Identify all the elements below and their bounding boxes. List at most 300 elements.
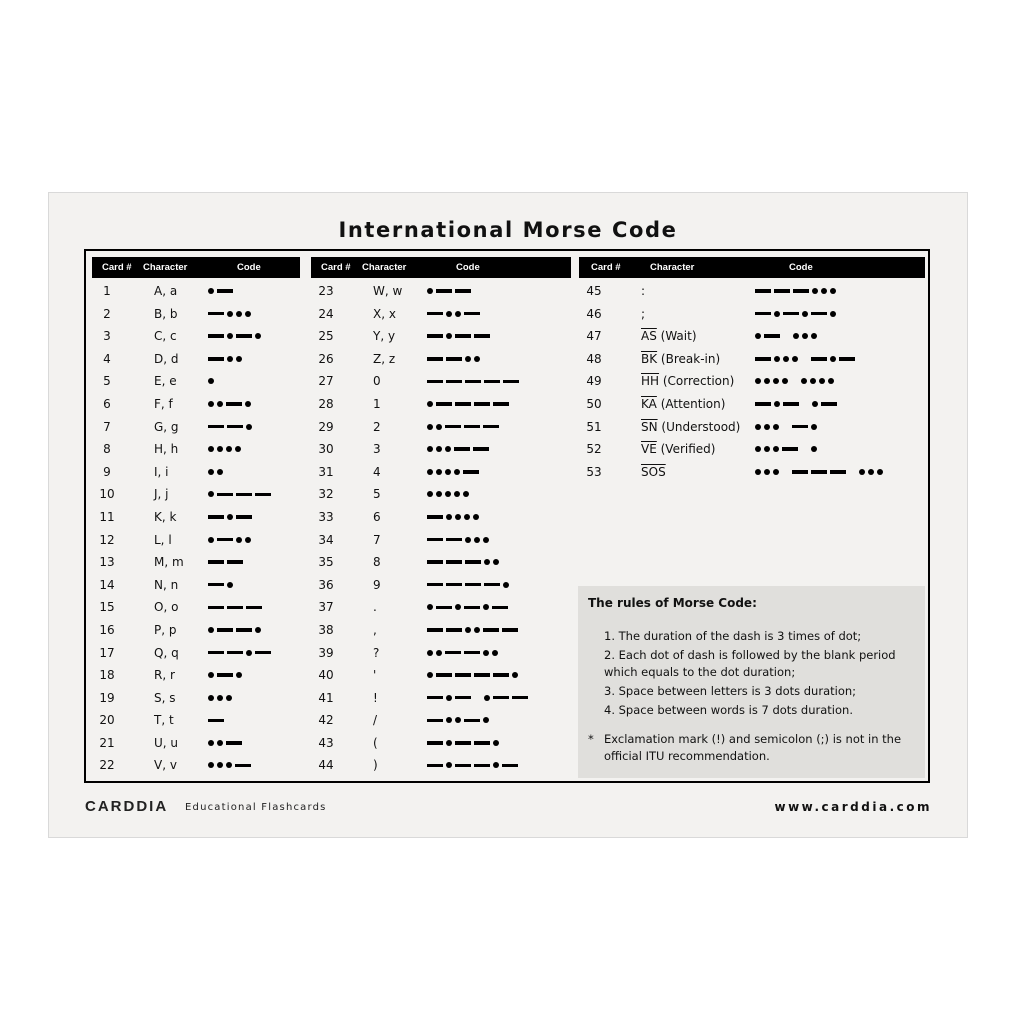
dot-mark bbox=[774, 311, 780, 317]
dot-mark bbox=[217, 762, 223, 768]
morse-code bbox=[208, 556, 246, 568]
dot-mark bbox=[810, 378, 816, 384]
table-row bbox=[311, 574, 571, 597]
dot-mark bbox=[436, 446, 442, 452]
dot-mark bbox=[484, 559, 490, 565]
character-label: P, p bbox=[154, 622, 177, 637]
morse-code bbox=[427, 466, 482, 478]
dot-mark bbox=[246, 424, 252, 430]
dot-mark bbox=[764, 424, 770, 430]
dash-mark bbox=[427, 719, 443, 723]
morse-code bbox=[208, 353, 245, 365]
dot-mark bbox=[773, 378, 779, 384]
character-label bbox=[641, 397, 725, 411]
character-label: L, l bbox=[154, 532, 172, 547]
morse-code bbox=[755, 466, 886, 478]
card-number: 15 bbox=[99, 600, 115, 615]
header-code: Code bbox=[237, 262, 261, 273]
morse-code bbox=[427, 759, 521, 771]
dash-mark bbox=[217, 493, 233, 497]
table-row bbox=[92, 348, 300, 371]
character-label: K, k bbox=[154, 509, 177, 524]
dot-mark bbox=[774, 401, 780, 407]
prosign-meaning: (Verified) bbox=[656, 442, 716, 457]
dash-mark bbox=[226, 402, 242, 406]
dash-mark bbox=[465, 583, 481, 587]
card-number: 36 bbox=[318, 577, 334, 592]
dash-mark bbox=[512, 696, 528, 700]
dot-mark bbox=[463, 491, 469, 497]
header-character: Character bbox=[143, 262, 188, 273]
dot-mark bbox=[783, 356, 789, 362]
morse-code bbox=[208, 647, 274, 659]
dot-mark bbox=[427, 650, 433, 656]
card-number: 48 bbox=[586, 351, 602, 366]
dot-mark bbox=[236, 537, 242, 543]
dot-mark bbox=[492, 650, 498, 656]
morse-code bbox=[427, 624, 521, 636]
dash-mark bbox=[255, 493, 271, 497]
table-row bbox=[311, 461, 571, 484]
rules-list bbox=[588, 628, 915, 719]
dot-mark bbox=[427, 491, 433, 497]
dot-mark bbox=[227, 514, 233, 520]
table-row bbox=[311, 619, 571, 642]
dash-mark bbox=[755, 357, 771, 361]
header-card: Card # bbox=[591, 262, 621, 273]
dash-mark bbox=[208, 312, 224, 316]
rules-box bbox=[578, 586, 925, 778]
dash-mark bbox=[474, 334, 490, 338]
dot-mark bbox=[226, 695, 232, 701]
card-number: 40 bbox=[318, 668, 334, 683]
table-row bbox=[311, 754, 571, 777]
dot-mark bbox=[446, 740, 452, 746]
dot-mark bbox=[474, 627, 480, 633]
card-number: 27 bbox=[318, 374, 334, 389]
table-row bbox=[92, 370, 300, 393]
prosign: $\overline{AS}$ bbox=[641, 329, 657, 344]
dash-mark bbox=[839, 357, 855, 361]
dash-mark bbox=[208, 515, 224, 519]
dash-mark bbox=[427, 357, 443, 361]
morse-code bbox=[427, 647, 501, 659]
card-number: 52 bbox=[586, 442, 602, 457]
dot-mark bbox=[427, 446, 433, 452]
table-row bbox=[311, 348, 571, 371]
dot-mark bbox=[235, 446, 241, 452]
dash-mark bbox=[208, 334, 224, 338]
character-label: W, w bbox=[373, 284, 403, 298]
dot-mark bbox=[764, 378, 770, 384]
character-label: I, i bbox=[154, 464, 169, 479]
table-row bbox=[311, 551, 571, 574]
table-row bbox=[579, 348, 925, 371]
morse-code bbox=[427, 488, 472, 500]
dash-mark bbox=[503, 380, 519, 384]
card-number: 44 bbox=[318, 758, 334, 773]
character-label: Q, q bbox=[154, 645, 179, 660]
dot-mark bbox=[427, 424, 433, 430]
dot-mark bbox=[764, 446, 770, 452]
table-row bbox=[92, 709, 300, 732]
card-number: 50 bbox=[586, 396, 602, 411]
dot-mark bbox=[255, 333, 261, 339]
dash-mark bbox=[446, 357, 462, 361]
dot-mark bbox=[454, 469, 460, 475]
brand-logo: CARDDIA bbox=[85, 798, 169, 815]
dash-mark bbox=[473, 447, 489, 451]
dot-mark bbox=[774, 356, 780, 362]
card-number: 16 bbox=[99, 622, 115, 637]
morse-code bbox=[427, 692, 531, 704]
table-row bbox=[92, 483, 300, 506]
character-label: A, a bbox=[154, 284, 178, 298]
prosign-meaning: (Break-in) bbox=[657, 351, 721, 366]
dot-mark bbox=[217, 695, 223, 701]
dot-mark bbox=[812, 288, 818, 294]
dash-mark bbox=[502, 764, 518, 768]
dot-mark bbox=[512, 672, 518, 678]
prosign-meaning: (Wait) bbox=[656, 329, 697, 344]
dot-mark bbox=[773, 469, 779, 475]
prosign-meaning: (Correction) bbox=[659, 374, 735, 389]
dash-mark bbox=[764, 334, 780, 338]
prosign-meaning: (Attention) bbox=[656, 396, 726, 411]
dash-mark bbox=[427, 628, 443, 632]
dot-mark bbox=[484, 695, 490, 701]
morse-code bbox=[755, 353, 858, 365]
character-label: 9 bbox=[373, 577, 381, 592]
dot-mark bbox=[755, 469, 761, 475]
table-row bbox=[92, 551, 300, 574]
card-number: 39 bbox=[318, 645, 334, 660]
dash-mark bbox=[811, 312, 827, 316]
table-row bbox=[92, 529, 300, 552]
card-number: 4 bbox=[103, 351, 111, 366]
dot-mark bbox=[427, 288, 433, 294]
character-label: N, n bbox=[154, 577, 179, 592]
card-number: 32 bbox=[318, 487, 334, 502]
dash-mark bbox=[793, 289, 809, 293]
morse-code bbox=[427, 443, 492, 455]
card-number: 1 bbox=[103, 284, 111, 298]
dash-mark bbox=[427, 583, 443, 587]
card-number: 20 bbox=[99, 713, 115, 728]
dash-mark bbox=[446, 380, 462, 384]
dot-mark bbox=[465, 537, 471, 543]
dash-mark bbox=[455, 696, 471, 700]
character-label bbox=[641, 420, 740, 434]
character-label: 2 bbox=[373, 419, 381, 434]
morse-code bbox=[755, 421, 820, 433]
prosign: $\overline{BK}$ bbox=[641, 351, 658, 366]
dash-mark bbox=[455, 673, 471, 677]
table-row bbox=[579, 325, 925, 348]
dot-mark bbox=[208, 469, 214, 475]
table-header bbox=[92, 257, 300, 278]
dot-mark bbox=[227, 333, 233, 339]
card-number: 45 bbox=[586, 284, 602, 298]
character-label: ' bbox=[373, 668, 377, 683]
character-label: R, r bbox=[154, 668, 175, 683]
dash-mark bbox=[436, 402, 452, 406]
dot-mark bbox=[226, 446, 232, 452]
dot-mark bbox=[755, 378, 761, 384]
dot-mark bbox=[811, 424, 817, 430]
morse-code bbox=[208, 285, 236, 297]
dot-mark bbox=[436, 424, 442, 430]
character-label: , bbox=[373, 622, 377, 637]
table-row bbox=[311, 664, 571, 687]
dash-mark bbox=[236, 334, 252, 338]
morse-code bbox=[427, 353, 483, 365]
card-number: 53 bbox=[586, 464, 602, 479]
header-card: Card # bbox=[102, 262, 132, 273]
table-row bbox=[92, 642, 300, 665]
dash-mark bbox=[484, 583, 500, 587]
character-label: ! bbox=[373, 690, 378, 705]
dot-mark bbox=[255, 627, 261, 633]
dot-mark bbox=[217, 740, 223, 746]
morse-code bbox=[208, 714, 227, 726]
character-label: 1 bbox=[373, 396, 381, 411]
table-row bbox=[311, 687, 571, 710]
table-row bbox=[92, 506, 300, 529]
dot-mark bbox=[801, 378, 807, 384]
card-number: 22 bbox=[99, 758, 115, 773]
dash-mark bbox=[427, 538, 443, 542]
table-header bbox=[311, 257, 571, 278]
table-row bbox=[311, 709, 571, 732]
character-label: 0 bbox=[373, 374, 381, 389]
morse-code bbox=[755, 398, 840, 410]
card-number: 6 bbox=[103, 396, 111, 411]
morse-code bbox=[208, 601, 265, 613]
rule-item: 1. The duration of the dash is 3 times of dot; bbox=[604, 629, 862, 643]
note-marker: * bbox=[588, 732, 594, 746]
dot-mark bbox=[877, 469, 883, 475]
table-row bbox=[311, 280, 571, 303]
character-label: 4 bbox=[373, 464, 381, 479]
character-label: G, g bbox=[154, 419, 179, 434]
dash-mark bbox=[217, 628, 233, 632]
dot-mark bbox=[792, 356, 798, 362]
character-label: O, o bbox=[154, 600, 179, 615]
card-number: 49 bbox=[586, 374, 602, 389]
morse-code bbox=[208, 511, 255, 523]
dash-mark bbox=[811, 470, 827, 474]
prosign: $\overline{KA}$ bbox=[641, 396, 657, 411]
character-label bbox=[641, 374, 734, 388]
dot-mark bbox=[445, 446, 451, 452]
dash-mark bbox=[755, 312, 771, 316]
dash-mark bbox=[792, 425, 808, 429]
card-number: 26 bbox=[318, 351, 334, 366]
header-card: Card # bbox=[321, 262, 351, 273]
header-code: Code bbox=[456, 262, 480, 273]
character-label: M, m bbox=[154, 555, 184, 570]
dash-mark bbox=[493, 696, 509, 700]
dash-mark bbox=[427, 334, 443, 338]
dot-mark bbox=[868, 469, 874, 475]
dot-mark bbox=[493, 762, 499, 768]
dash-mark bbox=[464, 312, 480, 316]
dash-mark bbox=[455, 741, 471, 745]
dash-mark bbox=[811, 357, 827, 361]
table-column-1 bbox=[92, 257, 300, 777]
dash-mark bbox=[446, 628, 462, 632]
dot-mark bbox=[859, 469, 865, 475]
morse-code bbox=[208, 443, 244, 455]
character-label: B, b bbox=[154, 306, 178, 321]
dash-mark bbox=[236, 628, 252, 632]
dash-mark bbox=[493, 673, 509, 677]
dash-mark bbox=[464, 425, 480, 429]
dot-mark bbox=[474, 356, 480, 362]
dot-mark bbox=[446, 514, 452, 520]
dot-mark bbox=[493, 559, 499, 565]
table-row bbox=[311, 438, 571, 461]
dot-mark bbox=[493, 740, 499, 746]
dash-mark bbox=[484, 380, 500, 384]
dot-mark bbox=[446, 717, 452, 723]
prosign: $\overline{SOS}$ bbox=[641, 464, 666, 479]
dot-mark bbox=[427, 401, 433, 407]
flashcard bbox=[49, 193, 967, 837]
dot-mark bbox=[483, 650, 489, 656]
dot-mark bbox=[446, 762, 452, 768]
morse-code bbox=[427, 308, 483, 320]
prosign: $\overline{VE}$ bbox=[641, 442, 657, 457]
character-label: J, j bbox=[154, 487, 169, 502]
dash-mark bbox=[463, 470, 479, 474]
dash-mark bbox=[217, 289, 233, 293]
dot-mark bbox=[802, 333, 808, 339]
dot-mark bbox=[819, 378, 825, 384]
table-row bbox=[579, 280, 925, 303]
dot-mark bbox=[811, 333, 817, 339]
dot-mark bbox=[465, 627, 471, 633]
morse-code bbox=[427, 421, 502, 433]
dash-mark bbox=[755, 289, 771, 293]
dot-mark bbox=[793, 333, 799, 339]
dot-mark bbox=[227, 311, 233, 317]
card-number: 14 bbox=[99, 577, 115, 592]
rule-item: 3. Space between letters is 3 dots duration; bbox=[604, 684, 857, 698]
card-number: 23 bbox=[318, 284, 334, 298]
character-label: C, c bbox=[154, 329, 177, 344]
dot-mark bbox=[236, 356, 242, 362]
morse-code bbox=[755, 375, 837, 387]
dash-mark bbox=[821, 402, 837, 406]
dot-mark bbox=[427, 604, 433, 610]
character-label: 3 bbox=[373, 442, 381, 457]
character-label: ) bbox=[373, 758, 378, 773]
table-row bbox=[311, 325, 571, 348]
table-row bbox=[92, 596, 300, 619]
dot-mark bbox=[465, 356, 471, 362]
table-row bbox=[92, 438, 300, 461]
card-number: 3 bbox=[103, 329, 111, 344]
morse-code bbox=[755, 443, 820, 455]
dot-mark bbox=[217, 446, 223, 452]
card-number: 9 bbox=[103, 464, 111, 479]
morse-code bbox=[427, 737, 502, 749]
morse-code bbox=[755, 330, 820, 342]
dot-mark bbox=[755, 333, 761, 339]
dash-mark bbox=[427, 312, 443, 316]
dot-mark bbox=[236, 672, 242, 678]
morse-code bbox=[208, 330, 264, 342]
card-number: 7 bbox=[103, 419, 111, 434]
morse-code bbox=[208, 579, 236, 591]
card-number: 5 bbox=[103, 374, 111, 389]
dash-mark bbox=[493, 402, 509, 406]
character-label: Z, z bbox=[373, 351, 396, 366]
morse-code bbox=[208, 421, 255, 433]
dash-mark bbox=[208, 357, 224, 361]
dot-mark bbox=[245, 537, 251, 543]
dash-mark bbox=[436, 606, 452, 610]
morse-code bbox=[208, 375, 217, 387]
dot-mark bbox=[246, 650, 252, 656]
card-number: 2 bbox=[103, 306, 111, 321]
dot-mark bbox=[445, 491, 451, 497]
morse-code bbox=[208, 669, 245, 681]
dot-mark bbox=[455, 311, 461, 317]
card-number: 19 bbox=[99, 690, 115, 705]
card-number: 12 bbox=[99, 532, 115, 547]
dot-mark bbox=[427, 469, 433, 475]
card-title: International Morse Code bbox=[338, 218, 678, 242]
card-number: 38 bbox=[318, 622, 334, 637]
dash-mark bbox=[255, 651, 271, 655]
character-label: 7 bbox=[373, 532, 381, 547]
dash-mark bbox=[474, 673, 490, 677]
table-row bbox=[311, 303, 571, 326]
dash-mark bbox=[830, 470, 846, 474]
dot-mark bbox=[446, 333, 452, 339]
morse-code bbox=[427, 669, 521, 681]
note-text: Exclamation mark (!) and semicolon (;) is not in the official ITU recommendation. bbox=[604, 732, 902, 763]
character-label: E, e bbox=[154, 374, 177, 389]
dot-mark bbox=[454, 491, 460, 497]
dash-mark bbox=[227, 606, 243, 610]
dash-mark bbox=[208, 719, 224, 723]
website-url: www.carddia.com bbox=[774, 800, 932, 814]
table-row bbox=[92, 732, 300, 755]
dash-mark bbox=[446, 538, 462, 542]
card-number: 11 bbox=[99, 509, 115, 524]
dash-mark bbox=[427, 380, 443, 384]
morse-code bbox=[208, 692, 235, 704]
morse-code bbox=[427, 398, 512, 410]
character-label: 5 bbox=[373, 487, 381, 502]
dot-mark bbox=[208, 695, 214, 701]
dot-mark bbox=[474, 537, 480, 543]
table-row bbox=[579, 370, 925, 393]
dash-mark bbox=[454, 447, 470, 451]
dot-mark bbox=[208, 491, 214, 497]
dot-mark bbox=[483, 604, 489, 610]
dash-mark bbox=[227, 651, 243, 655]
dot-mark bbox=[830, 311, 836, 317]
card-number: 43 bbox=[318, 735, 334, 750]
character-label bbox=[641, 352, 720, 366]
dot-mark bbox=[455, 604, 461, 610]
rule-item: 4. Space between words is 7 dots duration. bbox=[604, 703, 853, 717]
